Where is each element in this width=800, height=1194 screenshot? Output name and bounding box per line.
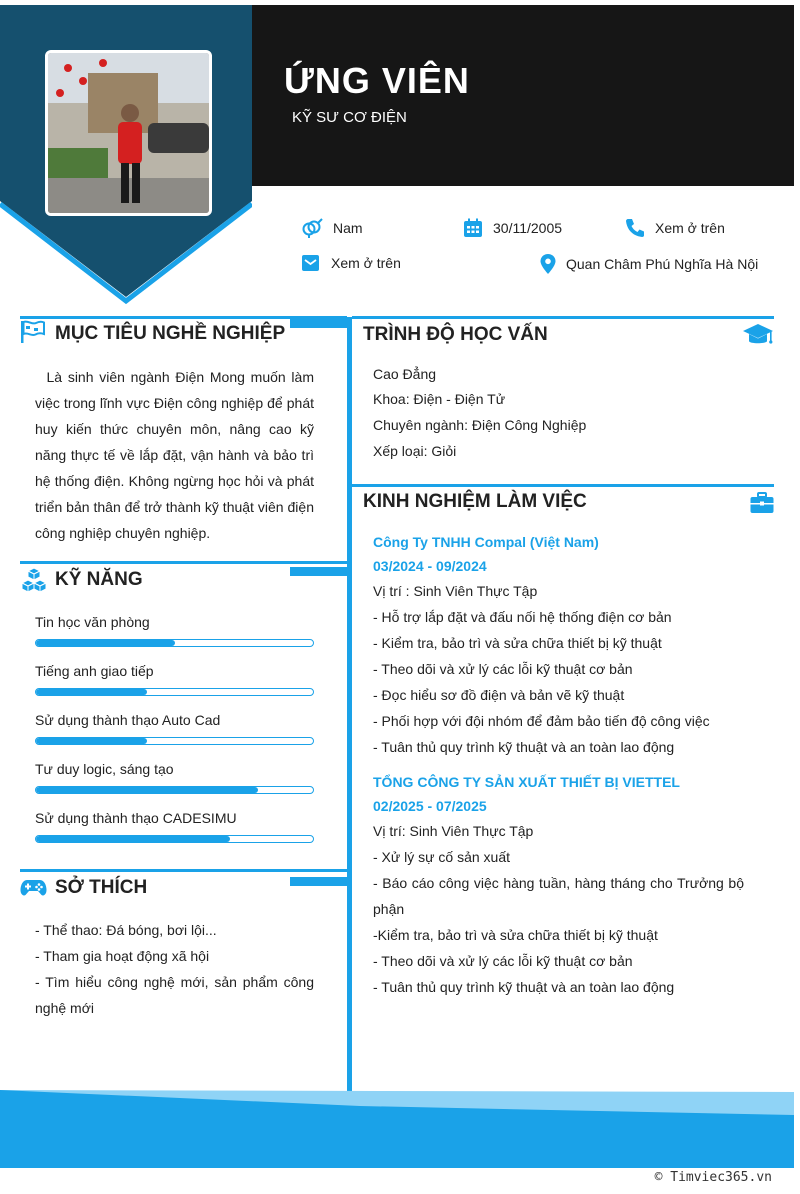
hobbies-rule [20, 869, 347, 872]
experience-rule [352, 484, 774, 487]
cubes-icon [20, 567, 48, 595]
job-detail: - Báo cáo công việc hàng tuần, hàng tháng cho Trưởng bộ [373, 875, 744, 891]
graduation-cap-icon [742, 323, 774, 349]
education-line: Xếp loại: Giỏi [373, 443, 457, 459]
education-line: Chuyên ngành: Điện Công Nghiệp [373, 417, 587, 433]
gender-value: Nam [333, 220, 363, 236]
skill-label: Tin học văn phòng [35, 614, 150, 630]
address-item [540, 254, 758, 274]
company-name: Công Ty TNHH Compal (Việt Nam) [373, 534, 599, 550]
skill-bar-fill [36, 787, 258, 793]
skill-bar-track [35, 835, 314, 843]
skill-bar-track [35, 639, 314, 647]
job-detail: - Theo dõi và xử lý các lỗi kỹ thuật cơ bản [373, 661, 633, 677]
job-title: KỸ SƯ CƠ ĐIỆN [292, 109, 407, 126]
column-divider [347, 317, 352, 1102]
flag-icon [20, 320, 46, 344]
objective-text: Là sinh viên ngành Điện Mong muốn làm việc trong lĩnh vực Điện công nghiệp để phát huy kiến thức chuyên môn, nâng cao kỹ năng thực tế về lắp đặt, vận hành và bảo trì hệ thống điện. Không ngừng học hỏi và phát triển bản thân để trở thành kỹ thuật viên điện công nghiệp chuyên nghiệp. [35, 369, 314, 541]
education-line: Cao Đẳng [373, 366, 437, 382]
email-item [301, 254, 401, 272]
skill-bar-fill [36, 738, 147, 744]
hobby-item: - Thể thao: Đá bóng, bơi lội... [35, 922, 217, 938]
skill-bar-track [35, 737, 314, 745]
job-period: 03/2024 - 09/2024 [373, 558, 487, 574]
phone-icon [625, 218, 645, 238]
objective-tab [290, 319, 347, 328]
job-detail: - Kiểm tra, bảo trì và sửa chữa thiết bị kỹ thuật [373, 635, 662, 651]
footer-credit: © Timviec365.vn [654, 1170, 772, 1185]
job-detail: - Phối hợp với đội nhóm để đảm bảo tiến độ công việc [373, 713, 710, 729]
avatar [45, 50, 212, 216]
candidate-name: ỨNG VIÊN [284, 60, 470, 101]
company-name: TỔNG CÔNG TY SẢN XUẤT THIẾT BỊ VIETTEL [373, 774, 680, 790]
job-detail: Vị trí: Sinh Viên Thực Tập [373, 823, 534, 839]
job-detail: - Theo dõi và xử lý các lỗi kỹ thuật cơ bản [373, 953, 633, 969]
skill-label: Tư duy logic, sáng tạo [35, 761, 174, 777]
dob-value: 30/11/2005 [493, 220, 563, 236]
education-rule [352, 316, 774, 319]
address-value: Quan Châm Phú Nghĩa Hà Nội [566, 256, 759, 272]
email-icon [301, 254, 321, 272]
email-value: Xem ở trên [331, 255, 401, 271]
skill-label: Tiếng anh giao tiếp [35, 663, 154, 679]
education-line: Khoa: Điện - Điện Tử [373, 391, 506, 407]
skills-tab [290, 567, 347, 576]
skill-bar-track [35, 688, 314, 696]
job-period: 02/2025 - 07/2025 [373, 798, 487, 814]
hobby-item: - Tham gia hoạt động xã hội [35, 948, 210, 964]
phone-value: Xem ở trên [655, 220, 725, 236]
job-detail: - Xử lý sự cố sản xuất [373, 849, 511, 865]
job-detail: -Kiểm tra, bảo trì và sửa chữa thiết bị kỹ thuật [373, 927, 658, 943]
skill-label: Sử dụng thành thạo Auto Cad [35, 712, 221, 728]
hobby-item: nghệ mới [35, 1000, 94, 1016]
education-title: TRÌNH ĐỘ HỌC VẤN [363, 324, 548, 345]
job-detail: - Tuân thủ quy trình kỹ thuật và an toàn lao động [373, 979, 675, 995]
gender-icon [301, 218, 323, 238]
skills-title: KỸ NĂNG [55, 569, 143, 590]
skill-bar-track [35, 786, 314, 794]
dob-item [463, 218, 562, 238]
hobby-item: - Tìm hiểu công nghệ mới, sản phẩm công [35, 974, 314, 990]
location-pin-icon [540, 254, 556, 274]
skill-bar-fill [36, 836, 230, 842]
objective-title: MỤC TIÊU NGHỀ NGHIỆP [55, 323, 286, 344]
skill-label: Sử dụng thành thạo CADESIMU [35, 810, 237, 826]
skill-bar-fill [36, 689, 147, 695]
job-detail: - Tuân thủ quy trình kỹ thuật và an toàn lao động [373, 739, 675, 755]
skill-bar-fill [36, 640, 175, 646]
job-detail: - Đọc hiểu sơ đồ điện và bản vẽ kỹ thuật [373, 687, 625, 703]
skills-rule [20, 561, 347, 564]
briefcase-icon [750, 492, 774, 514]
gender-item [301, 218, 363, 238]
calendar-icon [463, 218, 483, 238]
job-detail: - Hỗ trợ lắp đặt và đấu nối hệ thống điện cơ bản [373, 609, 672, 625]
hobbies-title: SỞ THÍCH [55, 877, 148, 898]
footer-wave [0, 1085, 794, 1168]
experience-title: KINH NGHIỆM LÀM VIỆC [363, 491, 587, 512]
hobbies-tab [290, 877, 347, 886]
job-detail: phận [373, 901, 405, 917]
job-detail: Vị trí : Sinh Viên Thực Tập [373, 583, 538, 599]
phone-item [625, 218, 725, 238]
gamepad-icon [20, 878, 47, 898]
